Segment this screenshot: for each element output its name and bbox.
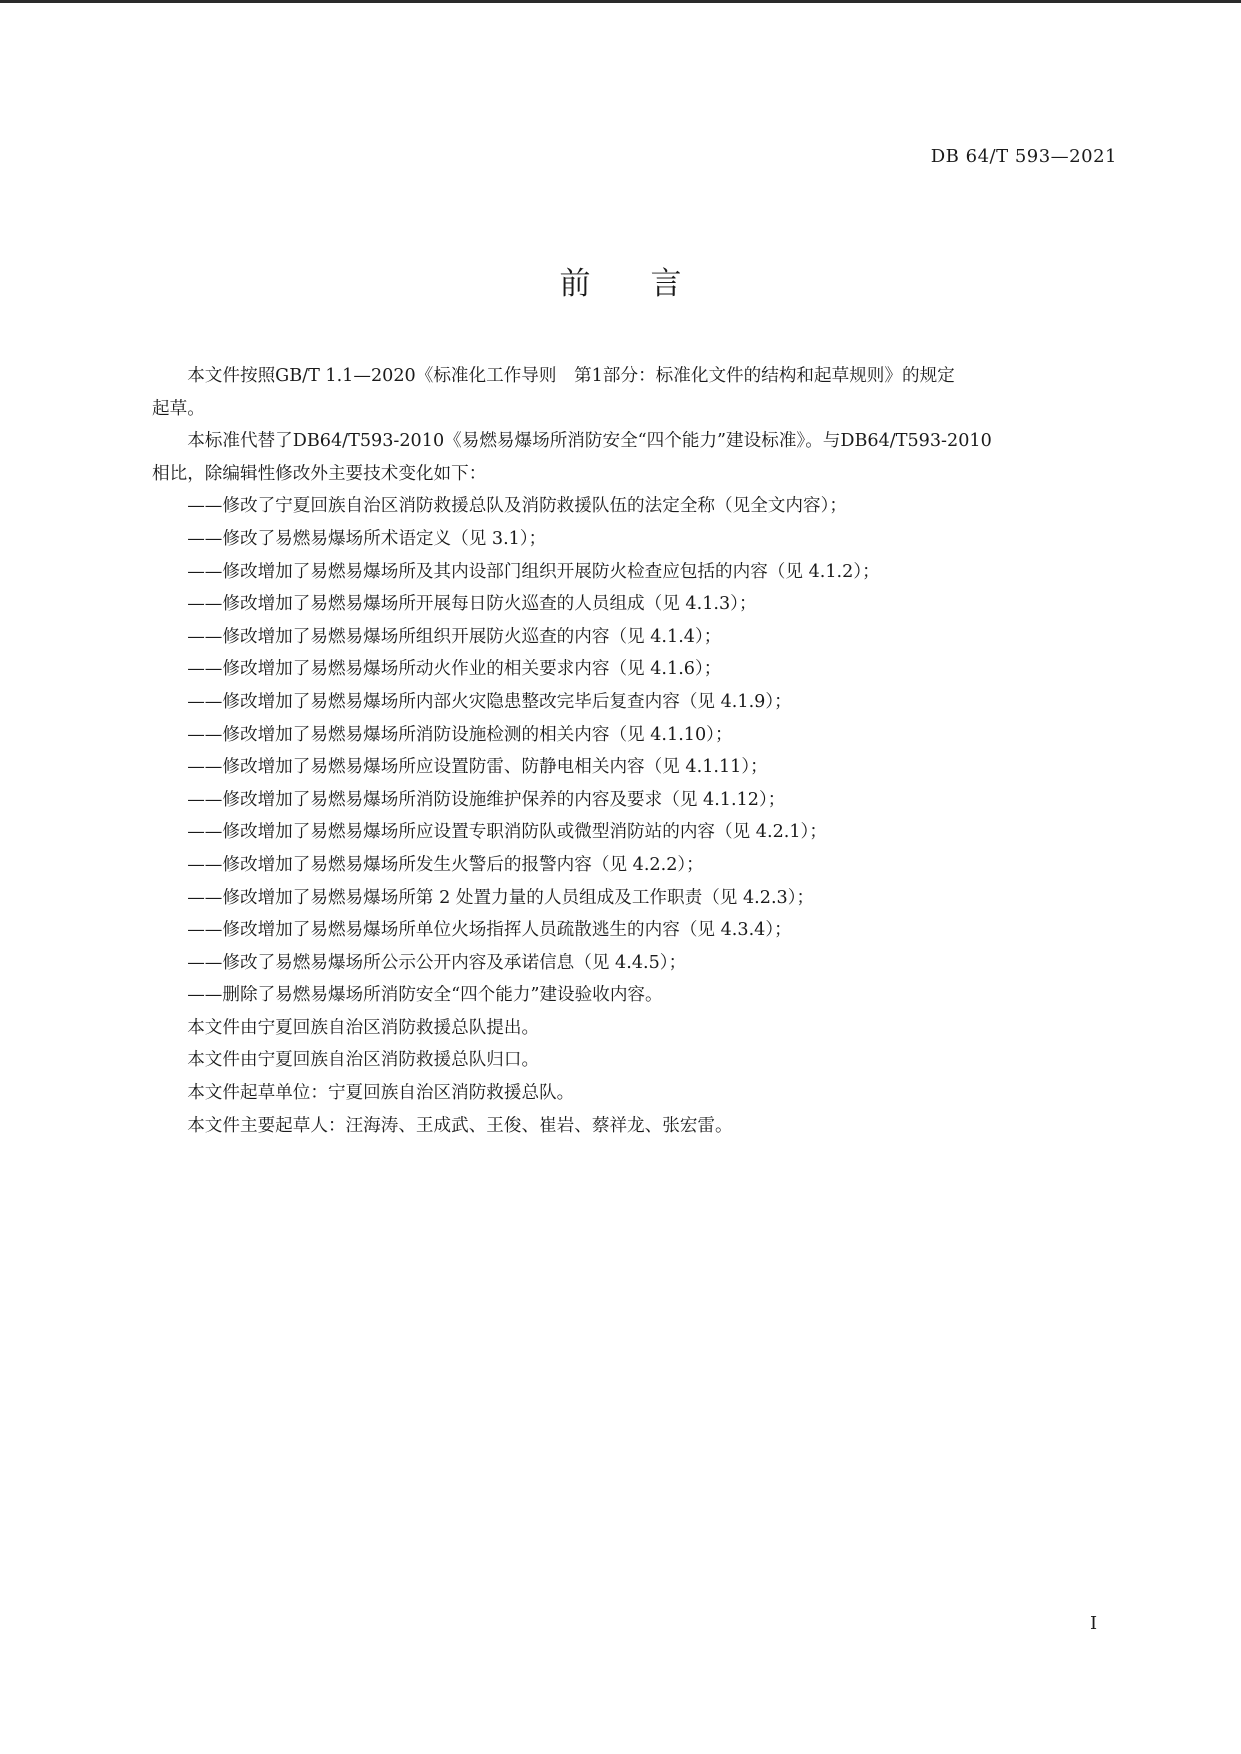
closing-statement: 本文件由宁夏回族自治区消防救援总队提出。	[187, 1017, 540, 1038]
paragraph-line: 本标准代替了DB64/T593-2010《易燃易爆场所消防安全“四个能力”建设标准》。与DB64/T593-2010	[187, 431, 992, 452]
change-item: ——修改增加了易燃易爆场所开展每日防火巡查的人员组成（见 4.1.3）；	[187, 594, 757, 615]
document-code: DB 64/T 593—2021	[930, 146, 1117, 167]
drafters-statement: 本文件主要起草人：汪海涛、王成武、王俊、崔岩、蔡祥龙、张宏雷。	[187, 1115, 733, 1136]
change-item: ——修改增加了易燃易爆场所单位火场指挥人员疏散逃生的内容（见 4.3.4）；	[187, 920, 792, 941]
change-item: ——修改了易燃易爆场所公示公开内容及承诺信息（见 4.4.5）；	[187, 952, 687, 973]
change-item: ——修改增加了易燃易爆场所应设置防雷、防静电相关内容（见 4.1.11）；	[187, 757, 768, 778]
paragraph-line: 相比，除编辑性修改外主要技术变化如下：	[152, 463, 487, 484]
change-item: ——修改增加了易燃易爆场所及其内设部门组织开展防火检查应包括的内容（见 4.1.2）；	[187, 561, 880, 582]
change-item: ——修改增加了易燃易爆场所发生火警后的报警内容（见 4.2.2）；	[187, 854, 704, 875]
paragraph-line: 起草。	[152, 398, 205, 419]
change-item: ——修改增加了易燃易爆场所组织开展防火巡查的内容（见 4.1.4）；	[187, 626, 722, 647]
change-item: ——修改了易燃易爆场所术语定义（见 3.1）；	[187, 528, 547, 549]
page-title: 前言	[559, 266, 742, 302]
top-border-line	[0, 0, 1241, 3]
change-item: ——修改增加了易燃易爆场所动火作业的相关要求内容（见 4.1.6）；	[187, 659, 722, 680]
page-number: I	[1090, 1613, 1098, 1634]
change-item: ——删除了易燃易爆场所消防安全“四个能力”建设验收内容。	[187, 985, 663, 1006]
change-item: ——修改增加了易燃易爆场所第 2 处置力量的人员组成及工作职责（见 4.2.3）；	[187, 887, 815, 908]
paragraph-line: 本文件按照GB/T 1.1—2020《标准化工作导则 第1部分：标准化文件的结构和起草规则》的规定	[187, 366, 955, 386]
closing-statement: 本文件由宁夏回族自治区消防救援总队归口。	[187, 1050, 540, 1071]
change-item: ——修改增加了易燃易爆场所内部火灾隐患整改完毕后复查内容（见 4.1.9）；	[187, 691, 792, 712]
change-item: ——修改增加了易燃易爆场所消防设施维护保养的内容及要求（见 4.1.12）；	[187, 789, 786, 810]
document-body	[152, 360, 1120, 1142]
closing-statement: 本文件起草单位：宁夏回族自治区消防救援总队。	[187, 1083, 575, 1104]
change-item: ——修改增加了易燃易爆场所消防设施检测的相关内容（见 4.1.10）；	[187, 724, 733, 745]
change-item: ——修改了宁夏回族自治区消防救援总队及消防救援队伍的法定全称（见全文内容）；	[187, 496, 847, 517]
change-item: ——修改增加了易燃易爆场所应设置专职消防队或微型消防站的内容（见 4.2.1）；	[187, 822, 827, 843]
